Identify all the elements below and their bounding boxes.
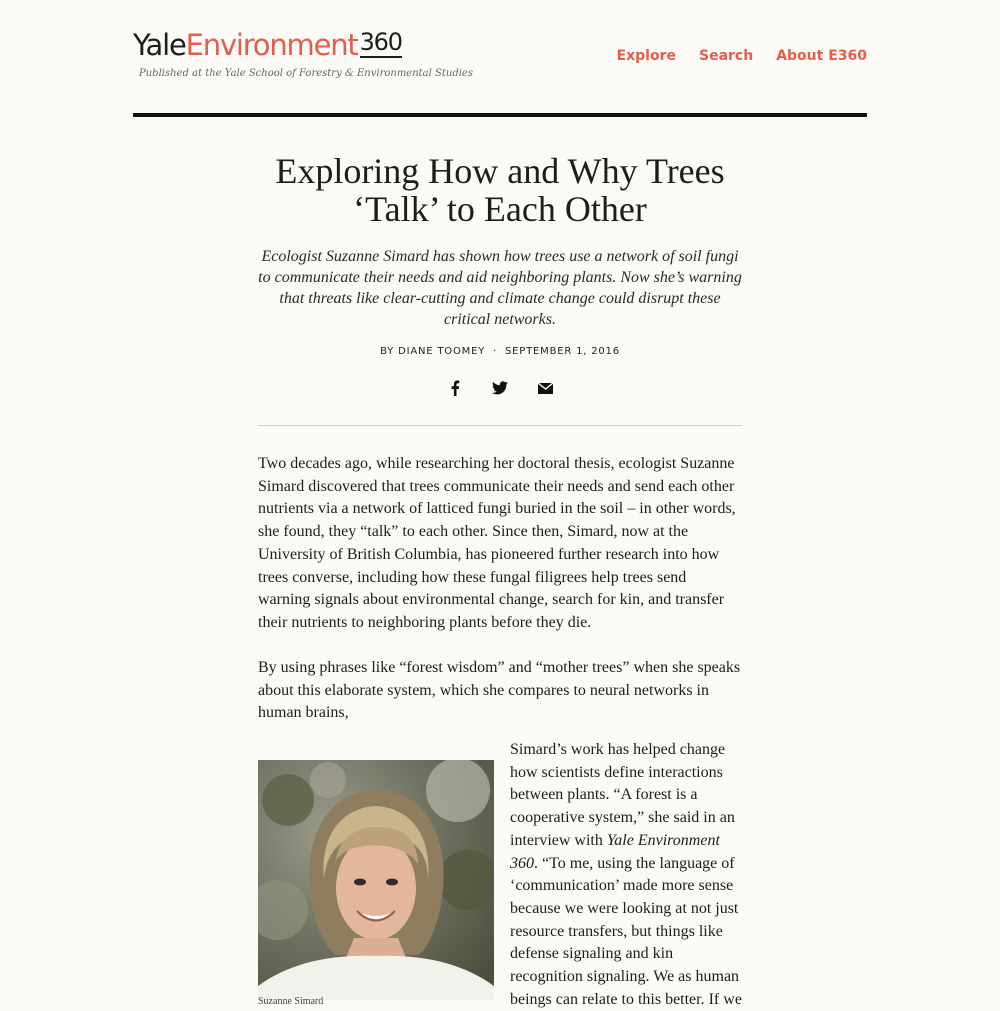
- paragraph-3-part-b: . “To me, using the language of ‘communication’ made more sense because we were looking at not just resource transfers, but things like defense signaling and kin recognition signaling. We as human beings can relate to this better. If we: [510, 854, 742, 1008]
- nav-explore[interactable]: Explore: [616, 48, 676, 64]
- header-divider: [133, 113, 867, 117]
- email-icon[interactable]: [535, 378, 555, 398]
- nav-search[interactable]: Search: [699, 48, 754, 64]
- twitter-icon[interactable]: [490, 378, 510, 398]
- article-dek: Ecologist Suzanne Simard has shown how trees use a network of soil fungi to communicate their needs and aid neighboring plants. Now she’s warning that threats like clear-cutting and climate change could disrupt these critical networks.: [258, 248, 742, 328]
- article-title-line1: Exploring How and Why Trees: [275, 151, 725, 191]
- site-header: [133, 28, 867, 88]
- logo-360: 360: [359, 28, 402, 56]
- article-paragraph-1: Two decades ago, while researching her doctoral thesis, ecologist Suzanne Simard discovered that trees communicate their needs and send each other nutrients via a network of latticed fungi buried in the soil – in other words, she found, they “talk” to each other. Since then, Simard, now at the University of British Columbia, has pioneered further research into how trees converse, including how these fungal filigrees help trees send warning signals about environmental change, search for kin, and transfer their nutrients to neighboring plants before they die.: [258, 455, 736, 631]
- facebook-icon[interactable]: [445, 378, 465, 398]
- main-nav: [617, 48, 867, 64]
- article-paragraph-2: By using phrases like “forest wisdom” and “mother trees” when she speaks about this elaborate system, which she compares to neural networks in human brains,: [258, 659, 741, 722]
- byline-separator: ·: [493, 346, 498, 357]
- logo-environment: Environment: [185, 28, 358, 62]
- author[interactable]: BY DIANE TOOMEY: [380, 346, 486, 357]
- content-divider: [258, 425, 742, 426]
- paragraph-3-part-a: Simard’s work has helped change how scientists define interactions between plants. “A forest is a cooperative system,” she said in an interview with: [510, 741, 735, 849]
- logo-yale: Yale: [133, 28, 186, 62]
- article-title: [200, 152, 800, 228]
- site-tagline: Published at the Yale School of Forestry & Environmental Studies: [139, 68, 473, 79]
- site-logo[interactable]: [133, 28, 402, 64]
- article-byline: [200, 346, 800, 357]
- publish-date: SEPTEMBER 1, 2016: [505, 346, 620, 357]
- publication-name: Yale Environment 360: [510, 831, 720, 872]
- share-bar: [445, 378, 555, 398]
- photo-caption: Suzanne Simard: [258, 996, 324, 1007]
- portrait-photo[interactable]: [258, 760, 494, 1000]
- article-title-line2: ‘Talk’ to Each Other: [353, 189, 647, 229]
- nav-about[interactable]: About E360: [776, 48, 867, 64]
- article-paragraph-3: [510, 739, 744, 1011]
